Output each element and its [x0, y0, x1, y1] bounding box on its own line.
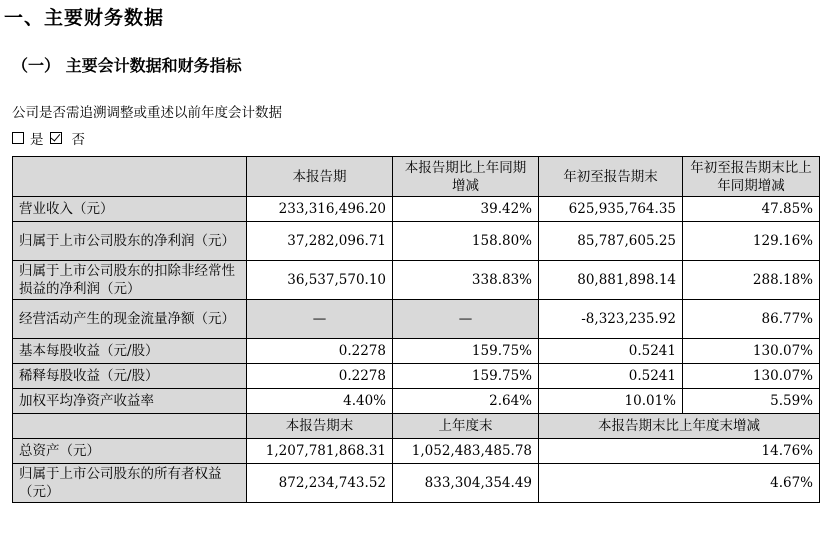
table-header-cell: 本报告期比上年同期增减 [393, 157, 539, 197]
cell-value: — [247, 300, 393, 339]
cell-value: 36,537,570.10 [247, 261, 393, 300]
table-header-cell: 年初至报告期末 [539, 157, 683, 197]
cell-value: 872,234,743.52 [247, 464, 393, 503]
no-label: 否 [71, 132, 85, 148]
cell-value: 233,316,496.20 [247, 197, 393, 222]
table-header-cell: 本报告期末比上年度末增减 [539, 414, 820, 439]
financial-data-table [12, 156, 820, 503]
row-label: 归属于上市公司股东的净利润（元） [13, 222, 247, 261]
table-row [13, 222, 820, 261]
restatement-question: 公司是否需追溯调整或重述以前年度会计数据 [12, 105, 282, 121]
cell-value: 159.75% [393, 364, 539, 389]
cell-value: 10.01% [539, 389, 683, 414]
row-label: 归属于上市公司股东的所有者权益（元） [13, 464, 247, 503]
cell-value: 338.83% [393, 261, 539, 300]
cell-value: 0.5241 [539, 339, 683, 364]
cell-value: 47.85% [683, 197, 820, 222]
row-label: 营业收入（元） [13, 197, 247, 222]
header-blank-cell [13, 414, 247, 439]
cell-value: 14.76% [539, 439, 820, 464]
no-checkbox-checked-icon[interactable] [50, 132, 62, 144]
header-blank-cell [13, 157, 247, 197]
table-row [13, 364, 820, 389]
table-header-cell: 本报告期 [247, 157, 393, 197]
row-label: 基本每股收益（元/股） [13, 339, 247, 364]
cell-value: 288.18% [683, 261, 820, 300]
cell-value: 159.75% [393, 339, 539, 364]
cell-value: 4.67% [539, 464, 820, 503]
table-row [13, 197, 820, 222]
yes-label: 是 [30, 132, 44, 148]
cell-value: 833,304,354.49 [393, 464, 539, 503]
cell-value: 0.5241 [539, 364, 683, 389]
cell-value: 129.16% [683, 222, 820, 261]
cell-value: 85,787,605.25 [539, 222, 683, 261]
table-header-cell: 本报告期末 [247, 414, 393, 439]
cell-value: 4.40% [247, 389, 393, 414]
table-row [13, 389, 820, 414]
table-row [13, 300, 820, 339]
row-label: 加权平均净资产收益率 [13, 389, 247, 414]
cell-value: 86.77% [683, 300, 820, 339]
row-label: 稀释每股收益（元/股） [13, 364, 247, 389]
cell-value: 130.07% [683, 364, 820, 389]
cell-value: 1,207,781,868.31 [247, 439, 393, 464]
cell-value: 0.2278 [247, 364, 393, 389]
cell-value: 80,881,898.14 [539, 261, 683, 300]
row-label: 经营活动产生的现金流量净额（元） [13, 300, 247, 339]
cell-value: 625,935,764.35 [539, 197, 683, 222]
table-row [13, 261, 820, 300]
section-heading: 一、主要财务数据 [4, 7, 165, 29]
table-header-cell: 上年度末 [393, 414, 539, 439]
cell-value: 0.2278 [247, 339, 393, 364]
cell-value: -8,323,235.92 [539, 300, 683, 339]
table-header-cell: 年初至报告期末比上年同期增减 [683, 157, 820, 197]
cell-value: — [393, 300, 539, 339]
table-header-row [13, 414, 820, 439]
cell-value: 130.07% [683, 339, 820, 364]
table-row [13, 439, 820, 464]
cell-value: 37,282,096.71 [247, 222, 393, 261]
table-row [13, 339, 820, 364]
row-label: 总资产（元） [13, 439, 247, 464]
row-label: 归属于上市公司股东的扣除非经常性损益的净利润（元） [13, 261, 247, 300]
cell-value: 158.80% [393, 222, 539, 261]
cell-value: 5.59% [683, 389, 820, 414]
table-header-row [13, 157, 820, 197]
yes-checkbox-icon[interactable] [12, 132, 24, 144]
cell-value: 1,052,483,485.78 [393, 439, 539, 464]
subsection-heading: （一） 主要会计数据和财务指标 [12, 56, 242, 75]
restatement-choice [12, 128, 85, 148]
table-row [13, 464, 820, 503]
cell-value: 39.42% [393, 197, 539, 222]
cell-value: 2.64% [393, 389, 539, 414]
